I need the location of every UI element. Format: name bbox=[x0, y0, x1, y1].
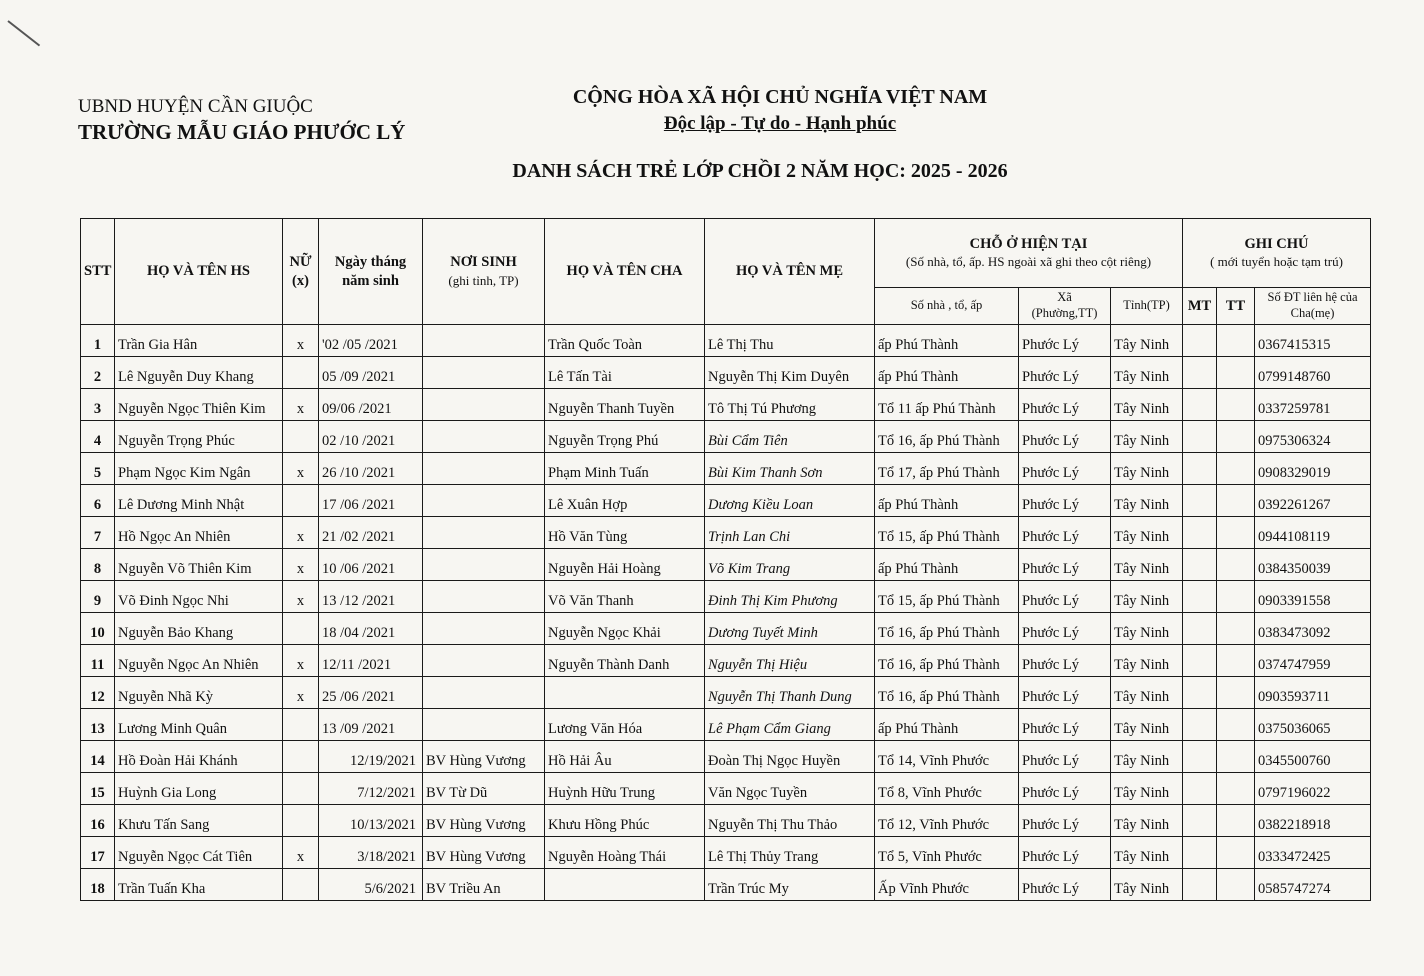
cell-tt bbox=[1217, 677, 1255, 709]
table-row bbox=[81, 613, 1371, 645]
cell-province: Tây Ninh bbox=[1111, 357, 1183, 389]
cell-student-name: Lê Dương Minh Nhật bbox=[115, 485, 283, 517]
cell-tt bbox=[1217, 805, 1255, 837]
cell-female: x bbox=[283, 677, 319, 709]
cell-house: ấp Phú Thành bbox=[875, 549, 1019, 581]
cell-province: Tây Ninh bbox=[1111, 421, 1183, 453]
cell-female bbox=[283, 741, 319, 773]
cell-student-name: Phạm Ngọc Kim Ngân bbox=[115, 453, 283, 485]
col-mother: HỌ VÀ TÊN MẸ bbox=[705, 219, 875, 325]
cell-birthplace: BV Triều An bbox=[423, 869, 545, 901]
cell-tt bbox=[1217, 485, 1255, 517]
cell-dob: 17 /06 /2021 bbox=[319, 485, 423, 517]
col-mt: MT bbox=[1183, 288, 1217, 325]
table-header-row bbox=[81, 219, 1371, 288]
cell-phone: 0908329019 bbox=[1255, 453, 1371, 485]
cell-tt bbox=[1217, 549, 1255, 581]
cell-father: Hồ Hải Âu bbox=[545, 741, 705, 773]
cell-father: Khưu Hồng Phúc bbox=[545, 805, 705, 837]
cell-stt: 17 bbox=[81, 837, 115, 869]
cell-dob: 09/06 /2021 bbox=[319, 389, 423, 421]
cell-tt bbox=[1217, 325, 1255, 357]
motto: Độc lập - Tự do - Hạnh phúc bbox=[663, 113, 897, 134]
cell-phone: 0375036065 bbox=[1255, 709, 1371, 741]
cell-mother: Văn Ngọc Tuyền bbox=[705, 773, 875, 805]
cell-phone: 0383473092 bbox=[1255, 613, 1371, 645]
scan-corner-mark bbox=[7, 20, 40, 46]
cell-house: Ấp Vĩnh Phước bbox=[875, 869, 1019, 901]
cell-mt bbox=[1183, 453, 1217, 485]
table-row bbox=[81, 677, 1371, 709]
cell-house: Tổ 15, ấp Phú Thành bbox=[875, 581, 1019, 613]
cell-house: Tổ 15, ấp Phú Thành bbox=[875, 517, 1019, 549]
cell-ward: Phước Lý bbox=[1019, 805, 1111, 837]
cell-stt: 14 bbox=[81, 741, 115, 773]
cell-mother: Dương Tuyết Minh bbox=[705, 613, 875, 645]
table-row bbox=[81, 869, 1371, 901]
cell-province: Tây Ninh bbox=[1111, 549, 1183, 581]
cell-ward: Phước Lý bbox=[1019, 581, 1111, 613]
cell-female bbox=[283, 773, 319, 805]
table-row bbox=[81, 581, 1371, 613]
table-row bbox=[81, 421, 1371, 453]
cell-stt: 15 bbox=[81, 773, 115, 805]
cell-birthplace bbox=[423, 485, 545, 517]
cell-birthplace bbox=[423, 645, 545, 677]
cell-mother: Bùi Kim Thanh Sơn bbox=[705, 453, 875, 485]
cell-female: x bbox=[283, 645, 319, 677]
cell-house: Tổ 16, ấp Phú Thành bbox=[875, 613, 1019, 645]
cell-stt: 10 bbox=[81, 613, 115, 645]
cell-student-name: Khưu Tấn Sang bbox=[115, 805, 283, 837]
col-phone bbox=[1255, 288, 1371, 325]
cell-mother: Nguyễn Thị Thu Thảo bbox=[705, 805, 875, 837]
cell-province: Tây Ninh bbox=[1111, 613, 1183, 645]
cell-ward: Phước Lý bbox=[1019, 421, 1111, 453]
cell-father: Nguyễn Ngọc Khải bbox=[545, 613, 705, 645]
cell-stt: 6 bbox=[81, 485, 115, 517]
cell-dob: 18 /04 /2021 bbox=[319, 613, 423, 645]
cell-dob: 5/6/2021 bbox=[319, 869, 423, 901]
cell-mother: Bùi Cẩm Tiên bbox=[705, 421, 875, 453]
col-phone-label: Số ĐT liên hệ của bbox=[1267, 290, 1358, 305]
cell-dob: 02 /10 /2021 bbox=[319, 421, 423, 453]
cell-phone: 0392261267 bbox=[1255, 485, 1371, 517]
col-residence-sub: (Số nhà, tổ, ấp. HS ngoài xã ghi theo cột riêng) bbox=[905, 254, 1152, 269]
document-title: DANH SÁCH TRẺ LỚP CHỒI 2 NĂM HỌC: 2025 - 2026 bbox=[512, 160, 1008, 182]
cell-dob: 13 /09 /2021 bbox=[319, 709, 423, 741]
cell-mother: Dương Kiều Loan bbox=[705, 485, 875, 517]
cell-mt bbox=[1183, 677, 1217, 709]
cell-birthplace bbox=[423, 549, 545, 581]
cell-female: x bbox=[283, 453, 319, 485]
col-phone-sub: Cha(mẹ) bbox=[1290, 306, 1335, 320]
cell-tt bbox=[1217, 389, 1255, 421]
cell-father: Hồ Văn Tùng bbox=[545, 517, 705, 549]
cell-house: ấp Phú Thành bbox=[875, 357, 1019, 389]
cell-mt bbox=[1183, 485, 1217, 517]
cell-female bbox=[283, 613, 319, 645]
cell-father: Nguyễn Thanh Tuyền bbox=[545, 389, 705, 421]
cell-ward: Phước Lý bbox=[1019, 549, 1111, 581]
cell-tt bbox=[1217, 453, 1255, 485]
col-tt: TT bbox=[1217, 288, 1255, 325]
cell-student-name: Hồ Ngọc An Nhiên bbox=[115, 517, 283, 549]
cell-mother: Lê Thị Thu bbox=[705, 325, 875, 357]
cell-tt bbox=[1217, 709, 1255, 741]
cell-province: Tây Ninh bbox=[1111, 453, 1183, 485]
cell-mt bbox=[1183, 837, 1217, 869]
cell-female: x bbox=[283, 581, 319, 613]
cell-birthplace bbox=[423, 453, 545, 485]
cell-ward: Phước Lý bbox=[1019, 645, 1111, 677]
org-name: UBND HUYỆN CẦN GIUỘC bbox=[78, 96, 313, 117]
cell-birthplace bbox=[423, 325, 545, 357]
cell-father: Võ Văn Thanh bbox=[545, 581, 705, 613]
cell-dob: 3/18/2021 bbox=[319, 837, 423, 869]
cell-phone: 0382218918 bbox=[1255, 805, 1371, 837]
cell-province: Tây Ninh bbox=[1111, 645, 1183, 677]
cell-mother: Nguyễn Thị Thanh Dung bbox=[705, 677, 875, 709]
cell-stt: 9 bbox=[81, 581, 115, 613]
nation-name: CỘNG HÒA XÃ HỘI CHỦ NGHĨA VIỆT NAM bbox=[572, 86, 988, 108]
cell-student-name: Huỳnh Gia Long bbox=[115, 773, 283, 805]
cell-province: Tây Ninh bbox=[1111, 741, 1183, 773]
cell-phone: 0903593711 bbox=[1255, 677, 1371, 709]
col-female-label: NỮ bbox=[289, 254, 312, 271]
cell-female bbox=[283, 869, 319, 901]
cell-stt: 5 bbox=[81, 453, 115, 485]
cell-phone: 0975306324 bbox=[1255, 421, 1371, 453]
cell-birthplace: BV Hùng Vương bbox=[423, 837, 545, 869]
cell-mt bbox=[1183, 645, 1217, 677]
cell-stt: 3 bbox=[81, 389, 115, 421]
cell-ward: Phước Lý bbox=[1019, 517, 1111, 549]
col-birthplace-label: NƠI SINH bbox=[450, 254, 517, 271]
cell-dob: 25 /06 /2021 bbox=[319, 677, 423, 709]
cell-birthplace: BV Hùng Vương bbox=[423, 741, 545, 773]
header-right bbox=[500, 86, 1060, 135]
cell-female: x bbox=[283, 389, 319, 421]
cell-father: Nguyễn Trọng Phú bbox=[545, 421, 705, 453]
cell-phone: 0903391558 bbox=[1255, 581, 1371, 613]
cell-student-name: Trần Tuấn Kha bbox=[115, 869, 283, 901]
col-ward-label: Xã bbox=[1057, 290, 1072, 305]
cell-student-name: Trần Gia Hân bbox=[115, 325, 283, 357]
col-residence bbox=[875, 219, 1183, 288]
cell-female bbox=[283, 805, 319, 837]
cell-house: ấp Phú Thành bbox=[875, 709, 1019, 741]
cell-mother: Nguyễn Thị Kim Duyên bbox=[705, 357, 875, 389]
cell-mother: Lê Phạm Cẩm Giang bbox=[705, 709, 875, 741]
cell-province: Tây Ninh bbox=[1111, 389, 1183, 421]
cell-dob: '02 /05 /2021 bbox=[319, 325, 423, 357]
cell-mt bbox=[1183, 389, 1217, 421]
cell-house: Tổ 8, Vĩnh Phước bbox=[875, 773, 1019, 805]
col-father: HỌ VÀ TÊN CHA bbox=[545, 219, 705, 325]
cell-birthplace bbox=[423, 421, 545, 453]
cell-female bbox=[283, 485, 319, 517]
cell-dob: 12/11 /2021 bbox=[319, 645, 423, 677]
table-row bbox=[81, 741, 1371, 773]
cell-female bbox=[283, 421, 319, 453]
cell-father: Trần Quốc Toàn bbox=[545, 325, 705, 357]
col-ward bbox=[1019, 288, 1111, 325]
cell-phone: 0799148760 bbox=[1255, 357, 1371, 389]
col-dob bbox=[319, 219, 423, 325]
cell-birthplace bbox=[423, 581, 545, 613]
cell-tt bbox=[1217, 741, 1255, 773]
cell-tt bbox=[1217, 613, 1255, 645]
cell-mother: Lê Thị Thủy Trang bbox=[705, 837, 875, 869]
cell-student-name: Nguyễn Ngọc An Nhiên bbox=[115, 645, 283, 677]
cell-stt: 1 bbox=[81, 325, 115, 357]
cell-mt bbox=[1183, 357, 1217, 389]
cell-phone: 0337259781 bbox=[1255, 389, 1371, 421]
cell-tt bbox=[1217, 645, 1255, 677]
cell-female bbox=[283, 357, 319, 389]
cell-province: Tây Ninh bbox=[1111, 485, 1183, 517]
col-female bbox=[283, 219, 319, 325]
cell-phone: 0585747274 bbox=[1255, 869, 1371, 901]
cell-house: Tổ 14, Vĩnh Phước bbox=[875, 741, 1019, 773]
cell-birthplace bbox=[423, 677, 545, 709]
cell-mt bbox=[1183, 549, 1217, 581]
col-residence-label: CHỖ Ở HIỆN TẠI bbox=[969, 235, 1088, 252]
cell-birthplace bbox=[423, 709, 545, 741]
cell-house: Tổ 5, Vĩnh Phước bbox=[875, 837, 1019, 869]
col-ward-sub: (Phường,TT) bbox=[1031, 306, 1098, 320]
table-row bbox=[81, 805, 1371, 837]
table-row bbox=[81, 709, 1371, 741]
cell-mt bbox=[1183, 869, 1217, 901]
cell-dob: 10/13/2021 bbox=[319, 805, 423, 837]
cell-stt: 8 bbox=[81, 549, 115, 581]
cell-province: Tây Ninh bbox=[1111, 581, 1183, 613]
header-left bbox=[78, 96, 418, 145]
cell-female: x bbox=[283, 837, 319, 869]
cell-phone: 0345500760 bbox=[1255, 741, 1371, 773]
cell-phone: 0333472425 bbox=[1255, 837, 1371, 869]
cell-mother: Võ Kim Trang bbox=[705, 549, 875, 581]
cell-ward: Phước Lý bbox=[1019, 869, 1111, 901]
cell-father bbox=[545, 677, 705, 709]
cell-house: ấp Phú Thành bbox=[875, 485, 1019, 517]
col-province: Tỉnh(TP) bbox=[1111, 288, 1183, 325]
student-table-wrap bbox=[80, 218, 1370, 901]
cell-stt: 2 bbox=[81, 357, 115, 389]
cell-dob: 05 /09 /2021 bbox=[319, 357, 423, 389]
table-row bbox=[81, 773, 1371, 805]
cell-ward: Phước Lý bbox=[1019, 485, 1111, 517]
col-notes-label: GHI CHÚ bbox=[1244, 235, 1309, 252]
cell-province: Tây Ninh bbox=[1111, 517, 1183, 549]
cell-province: Tây Ninh bbox=[1111, 869, 1183, 901]
table-row bbox=[81, 325, 1371, 357]
cell-phone: 0384350039 bbox=[1255, 549, 1371, 581]
cell-phone: 0367415315 bbox=[1255, 325, 1371, 357]
cell-mt bbox=[1183, 581, 1217, 613]
cell-father: Lương Văn Hóa bbox=[545, 709, 705, 741]
col-stt: STT bbox=[81, 219, 115, 325]
cell-tt bbox=[1217, 581, 1255, 613]
cell-mt bbox=[1183, 517, 1217, 549]
cell-province: Tây Ninh bbox=[1111, 709, 1183, 741]
cell-ward: Phước Lý bbox=[1019, 389, 1111, 421]
cell-stt: 4 bbox=[81, 421, 115, 453]
col-dob-sub: năm sinh bbox=[342, 272, 399, 289]
school-name: TRƯỜNG MẪU GIÁO PHƯỚC LÝ bbox=[78, 120, 406, 144]
cell-mt bbox=[1183, 805, 1217, 837]
cell-tt bbox=[1217, 357, 1255, 389]
cell-province: Tây Ninh bbox=[1111, 805, 1183, 837]
cell-student-name: Lê Nguyễn Duy Khang bbox=[115, 357, 283, 389]
cell-mother: Trần Trúc My bbox=[705, 869, 875, 901]
col-female-sub: (x) bbox=[292, 272, 309, 289]
cell-ward: Phước Lý bbox=[1019, 325, 1111, 357]
cell-female: x bbox=[283, 549, 319, 581]
col-notes-sub: ( mới tuyển hoặc tạm trú) bbox=[1210, 254, 1343, 269]
cell-ward: Phước Lý bbox=[1019, 837, 1111, 869]
col-student-name: HỌ VÀ TÊN HS bbox=[115, 219, 283, 325]
cell-mt bbox=[1183, 773, 1217, 805]
cell-ward: Phước Lý bbox=[1019, 357, 1111, 389]
cell-female: x bbox=[283, 325, 319, 357]
cell-dob: 10 /06 /2021 bbox=[319, 549, 423, 581]
cell-mt bbox=[1183, 613, 1217, 645]
cell-birthplace: BV Từ Dũ bbox=[423, 773, 545, 805]
cell-father: Huỳnh Hữu Trung bbox=[545, 773, 705, 805]
cell-birthplace: BV Hùng Vương bbox=[423, 805, 545, 837]
cell-female bbox=[283, 709, 319, 741]
cell-student-name: Võ Đinh Ngọc Nhi bbox=[115, 581, 283, 613]
cell-student-name: Nguyễn Nhã Kỳ bbox=[115, 677, 283, 709]
cell-province: Tây Ninh bbox=[1111, 837, 1183, 869]
cell-student-name: Hồ Đoàn Hải Khánh bbox=[115, 741, 283, 773]
col-birthplace-sub: (ghi tỉnh, TP) bbox=[448, 272, 519, 288]
cell-father: Nguyễn Hoàng Thái bbox=[545, 837, 705, 869]
cell-dob: 21 /02 /2021 bbox=[319, 517, 423, 549]
cell-student-name: Nguyễn Bảo Khang bbox=[115, 613, 283, 645]
cell-house: Tổ 16, ấp Phú Thành bbox=[875, 645, 1019, 677]
col-birthplace bbox=[423, 219, 545, 325]
cell-province: Tây Ninh bbox=[1111, 677, 1183, 709]
cell-stt: 12 bbox=[81, 677, 115, 709]
cell-dob: 7/12/2021 bbox=[319, 773, 423, 805]
student-table bbox=[80, 218, 1371, 901]
table-row bbox=[81, 389, 1371, 421]
cell-father: Lê Xuân Hợp bbox=[545, 485, 705, 517]
cell-stt: 11 bbox=[81, 645, 115, 677]
cell-mother: Tô Thị Tú Phương bbox=[705, 389, 875, 421]
cell-house: Tổ 17, ấp Phú Thành bbox=[875, 453, 1019, 485]
cell-student-name: Lương Minh Quân bbox=[115, 709, 283, 741]
cell-ward: Phước Lý bbox=[1019, 709, 1111, 741]
cell-father bbox=[545, 869, 705, 901]
cell-phone: 0944108119 bbox=[1255, 517, 1371, 549]
cell-student-name: Nguyễn Trọng Phúc bbox=[115, 421, 283, 453]
cell-birthplace bbox=[423, 389, 545, 421]
cell-province: Tây Ninh bbox=[1111, 325, 1183, 357]
cell-dob: 13 /12 /2021 bbox=[319, 581, 423, 613]
cell-mother: Đinh Thị Kim Phương bbox=[705, 581, 875, 613]
table-body bbox=[81, 325, 1371, 901]
col-notes bbox=[1183, 219, 1371, 288]
table-row bbox=[81, 645, 1371, 677]
cell-birthplace bbox=[423, 613, 545, 645]
cell-father: Lê Tấn Tài bbox=[545, 357, 705, 389]
cell-ward: Phước Lý bbox=[1019, 613, 1111, 645]
cell-house: Tổ 16, ấp Phú Thành bbox=[875, 421, 1019, 453]
table-row bbox=[81, 837, 1371, 869]
cell-province: Tây Ninh bbox=[1111, 773, 1183, 805]
cell-tt bbox=[1217, 837, 1255, 869]
cell-tt bbox=[1217, 517, 1255, 549]
cell-student-name: Nguyễn Ngọc Cát Tiên bbox=[115, 837, 283, 869]
cell-ward: Phước Lý bbox=[1019, 741, 1111, 773]
table-row bbox=[81, 357, 1371, 389]
cell-house: Tổ 12, Vĩnh Phước bbox=[875, 805, 1019, 837]
cell-ward: Phước Lý bbox=[1019, 677, 1111, 709]
cell-student-name: Nguyễn Ngọc Thiên Kim bbox=[115, 389, 283, 421]
cell-stt: 13 bbox=[81, 709, 115, 741]
cell-mother: Trịnh Lan Chi bbox=[705, 517, 875, 549]
cell-mt bbox=[1183, 709, 1217, 741]
table-row bbox=[81, 549, 1371, 581]
cell-mt bbox=[1183, 741, 1217, 773]
cell-dob: 12/19/2021 bbox=[319, 741, 423, 773]
col-dob-label: Ngày tháng bbox=[334, 254, 407, 271]
cell-stt: 7 bbox=[81, 517, 115, 549]
cell-student-name: Nguyễn Võ Thiên Kim bbox=[115, 549, 283, 581]
cell-tt bbox=[1217, 773, 1255, 805]
cell-dob: 26 /10 /2021 bbox=[319, 453, 423, 485]
cell-father: Phạm Minh Tuấn bbox=[545, 453, 705, 485]
cell-mt bbox=[1183, 325, 1217, 357]
cell-house: Tổ 11 ấp Phú Thành bbox=[875, 389, 1019, 421]
cell-mother: Nguyễn Thị Hiệu bbox=[705, 645, 875, 677]
cell-birthplace bbox=[423, 517, 545, 549]
cell-house: ấp Phú Thành bbox=[875, 325, 1019, 357]
cell-house: Tổ 16, ấp Phú Thành bbox=[875, 677, 1019, 709]
cell-phone: 0797196022 bbox=[1255, 773, 1371, 805]
cell-father: Nguyễn Hải Hoàng bbox=[545, 549, 705, 581]
table-row bbox=[81, 453, 1371, 485]
cell-mt bbox=[1183, 421, 1217, 453]
cell-phone: 0374747959 bbox=[1255, 645, 1371, 677]
cell-ward: Phước Lý bbox=[1019, 773, 1111, 805]
table-row bbox=[81, 485, 1371, 517]
cell-birthplace bbox=[423, 357, 545, 389]
cell-tt bbox=[1217, 869, 1255, 901]
cell-female: x bbox=[283, 517, 319, 549]
cell-ward: Phước Lý bbox=[1019, 453, 1111, 485]
cell-father: Nguyễn Thành Danh bbox=[545, 645, 705, 677]
cell-stt: 18 bbox=[81, 869, 115, 901]
table-row bbox=[81, 517, 1371, 549]
col-house: Số nhà , tổ, ấp bbox=[875, 288, 1019, 325]
cell-mother: Đoàn Thị Ngọc Huyền bbox=[705, 741, 875, 773]
cell-stt: 16 bbox=[81, 805, 115, 837]
cell-tt bbox=[1217, 421, 1255, 453]
